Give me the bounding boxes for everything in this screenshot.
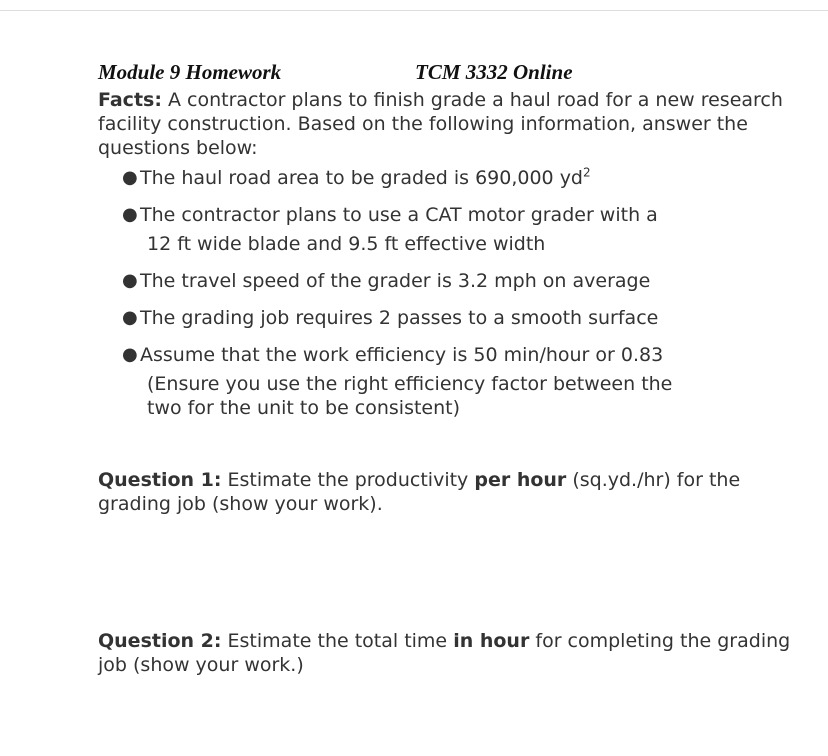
fact-efficiency: Assume that the work efficiency is 50 min/hour or 0.83 bbox=[140, 344, 664, 366]
question-1-emphasis: per hour bbox=[474, 469, 567, 491]
fact-efficiency-cont2: two for the unit to be consistent) bbox=[147, 397, 461, 419]
question-2-text-end: for completing the grading job (show your work.) bbox=[98, 630, 791, 676]
superscript: 2 bbox=[583, 165, 591, 180]
bullet-icon: ● bbox=[122, 270, 138, 291]
bullet-icon: ● bbox=[122, 307, 138, 328]
bullet-icon: ● bbox=[122, 204, 138, 225]
question-2-emphasis: in hour bbox=[453, 630, 530, 652]
fact-grader-cont: 12 ft wide blade and 9.5 ft effective width bbox=[147, 233, 546, 255]
list-item bbox=[98, 343, 798, 420]
fact-grader: The contractor plans to use a CAT motor grader with a bbox=[140, 204, 658, 226]
facts-label: Facts: bbox=[98, 89, 162, 111]
document-heading bbox=[98, 60, 798, 88]
top-divider bbox=[0, 10, 828, 11]
question-1 bbox=[98, 468, 798, 516]
bullet-icon: ● bbox=[122, 344, 138, 365]
fact-speed: The travel speed of the grader is 3.2 mph on average bbox=[140, 270, 651, 292]
list-item bbox=[98, 166, 798, 190]
facts-paragraph bbox=[98, 88, 798, 160]
homework-document bbox=[98, 60, 798, 433]
question-2-label: Question 2: bbox=[98, 630, 222, 652]
facts-list bbox=[98, 166, 798, 420]
list-item bbox=[98, 306, 798, 330]
fact-area: The haul road area to be graded is 690,000 yd bbox=[140, 167, 583, 189]
list-item bbox=[98, 203, 798, 256]
question-1-text: Estimate the productivity bbox=[227, 469, 469, 491]
facts-text: A contractor plans to finish grade a haul road for a new research facility construction. Based on the following information, answer the questions below: bbox=[98, 89, 783, 159]
question-2-text: Estimate the total time bbox=[227, 630, 448, 652]
course-name: TCM 3332 Online bbox=[415, 60, 573, 84]
fact-passes: The grading job requires 2 passes to a smooth surface bbox=[140, 307, 659, 329]
question-1-text-end: (sq.yd./hr) for the grading job (show your work). bbox=[98, 469, 741, 515]
fact-efficiency-cont: (Ensure you use the right efficiency factor between the bbox=[147, 373, 673, 395]
bullet-icon: ● bbox=[122, 167, 138, 188]
module-title: Module 9 Homework bbox=[98, 60, 282, 84]
question-1-label: Question 1: bbox=[98, 469, 222, 491]
question-2 bbox=[98, 629, 798, 677]
list-item bbox=[98, 269, 798, 293]
